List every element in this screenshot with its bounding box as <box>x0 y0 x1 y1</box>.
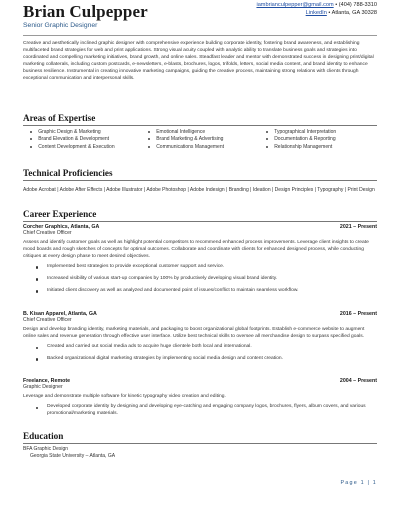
list-item: Created and carried out social media ads to acquire huge clientele both local and international. <box>23 344 377 351</box>
job-achievements <box>23 404 377 418</box>
contact-block <box>256 1 377 17</box>
bullet-icon <box>36 347 38 349</box>
bullet-icon <box>36 278 38 280</box>
expertise-item: Emotional Intelligence <box>141 129 259 135</box>
expertise-item: Relationship Management <box>259 144 377 150</box>
bullet-icon <box>30 131 32 133</box>
bullet-icon <box>36 266 38 268</box>
header-divider <box>23 35 377 36</box>
email-link[interactable]: iambrianculpepper@gmail.com <box>256 2 334 8</box>
list-item: Backed organizational digital marketing strategies by implementing social media design and content creation. <box>23 356 377 363</box>
bullet-icon <box>148 146 150 148</box>
profile-summary: Creative and aesthetically inclined graphic designer with comprehensive experience building corporate identity, fostering brand awareness, and establishing multifaceted brand strategies for web and print applications. Strong visual acuity coupled with analytic ability to translate business goals and strategies into coordinated and compelling marketing initiatives, brand growth, and online sales. Steadfast leader and mentor with demonstrated success in designing print/digital marketing collaterals, including custom postcards, e-newsletters, e-blasts, brochures, logos, trifolds, letters, social media content, and brand identity to enhance business resilience. Instrumental in creating innovative marketing campaigns, guiding the creative process, maintaining strong relations with clients through exceptional communication and interpersonal skills. <box>23 41 374 81</box>
location: Atlanta, GA 30328 <box>331 10 377 16</box>
section-divider <box>23 443 377 444</box>
bullet-icon <box>30 146 32 148</box>
job-role: Chief Creative Officer <box>23 230 72 237</box>
candidate-title: Senior Graphic Designer <box>23 22 98 29</box>
job-role: Chief Creative Officer <box>23 317 72 324</box>
bullet-icon <box>36 290 38 292</box>
section-divider <box>23 180 377 181</box>
expertise-item: Brand Marketing & Advertising <box>141 136 259 142</box>
candidate-name: Brian Culpepper <box>23 2 148 21</box>
expertise-item: Brand Elevation & Development <box>23 136 141 142</box>
section-heading-career: Career Experience <box>23 209 97 219</box>
bullet-icon <box>266 131 268 133</box>
bullet-icon <box>148 131 150 133</box>
section-heading-expertise: Areas of Expertise <box>23 113 96 123</box>
job-entry <box>23 311 377 368</box>
job-company: Corcher Graphics, Atlanta, GA <box>23 224 100 230</box>
bullet-icon <box>36 358 38 360</box>
expertise-item: Documentation & Reporting <box>259 136 377 142</box>
degree: BFA Graphic Design <box>23 446 69 452</box>
bullet-icon <box>266 138 268 140</box>
job-dates: 2004 – Present <box>339 378 377 384</box>
page-number: Page 1 | 1 <box>340 480 377 486</box>
education-entry <box>23 446 377 460</box>
job-achievements <box>23 264 377 295</box>
job-dates: 2021 – Present <box>339 224 377 230</box>
job-description: Leverage and demonstrate multiple software for kinetic typography video creation and editing. <box>23 394 226 400</box>
job-role: Graphic Designer <box>23 384 63 391</box>
expertise-list <box>23 129 377 150</box>
linkedin-link[interactable]: LinkedIn <box>305 10 327 16</box>
technical-skills: Adobe Acrobat | Adobe After Effects | Adobe Illustrator | Adobe Photoshop | Adobe Indesign | Branding | Ideation | Design Principles | Typography | Print Design <box>23 187 375 193</box>
bullet-icon <box>266 146 268 148</box>
job-achievements <box>23 344 377 363</box>
list-item: Initiated client discovery as well as analyzed and documented point of issues/conflict to maintain seamless workflow. <box>23 288 377 295</box>
expertise-item: Content Development & Execution <box>23 144 141 150</box>
job-company: B. Kisan Apparel, Atlanta, GA <box>23 311 97 317</box>
expertise-item: Communications Management <box>141 144 259 150</box>
job-company: Freelance, Remote <box>23 378 71 384</box>
job-dates: 2016 – Present <box>339 311 377 317</box>
list-item: Increased visibility of various start-up companies by 100% by productively developing visual brand identity. <box>23 276 377 283</box>
phone-number: (404) 788-3310 <box>338 2 377 8</box>
job-description: Assess and identify customer goals as well as highlight potential competitors to recommend enhanced process improvements. Leverage client insights to create mood boards and rough sketches of concepts for optimal outcomes. Collaborate and coordinate with clients for enhanced designed process, while conducting critiques at every design phase to meet desired objectives. <box>23 240 369 260</box>
expertise-item: Graphic Design & Marketing <box>23 129 141 135</box>
bullet-icon <box>148 138 150 140</box>
contact-separator: • <box>328 10 331 16</box>
section-divider <box>23 221 377 222</box>
bullet-icon <box>30 138 32 140</box>
job-entry <box>23 378 377 423</box>
expertise-item: Typographical Interpretation <box>259 129 377 135</box>
section-divider <box>23 125 377 126</box>
section-heading-education: Education <box>23 431 64 441</box>
list-item: Developed corporate identity by designing and developing eye-catching and engaging company logos, brochures, flyers, album covers, and various promotional/marketing materials. <box>23 404 377 418</box>
school: Georgia State University – Atlanta, GA <box>30 453 116 459</box>
contact-separator: • <box>335 2 338 8</box>
bullet-icon <box>36 407 38 409</box>
section-heading-technical: Technical Proficiencies <box>23 168 113 178</box>
list-item: Implemented best strategies to provide exceptional customer support and service. <box>23 264 377 271</box>
job-description: Design and develop branding identity, marketing materials, and packaging to boost organizational global footprints. Establish e-commerce website to augment online sales and revenue generation through effective user interface. Utilize best technical skills to oversee all merchandise design to surpass specified goals. <box>23 327 365 340</box>
job-entry <box>23 224 377 300</box>
